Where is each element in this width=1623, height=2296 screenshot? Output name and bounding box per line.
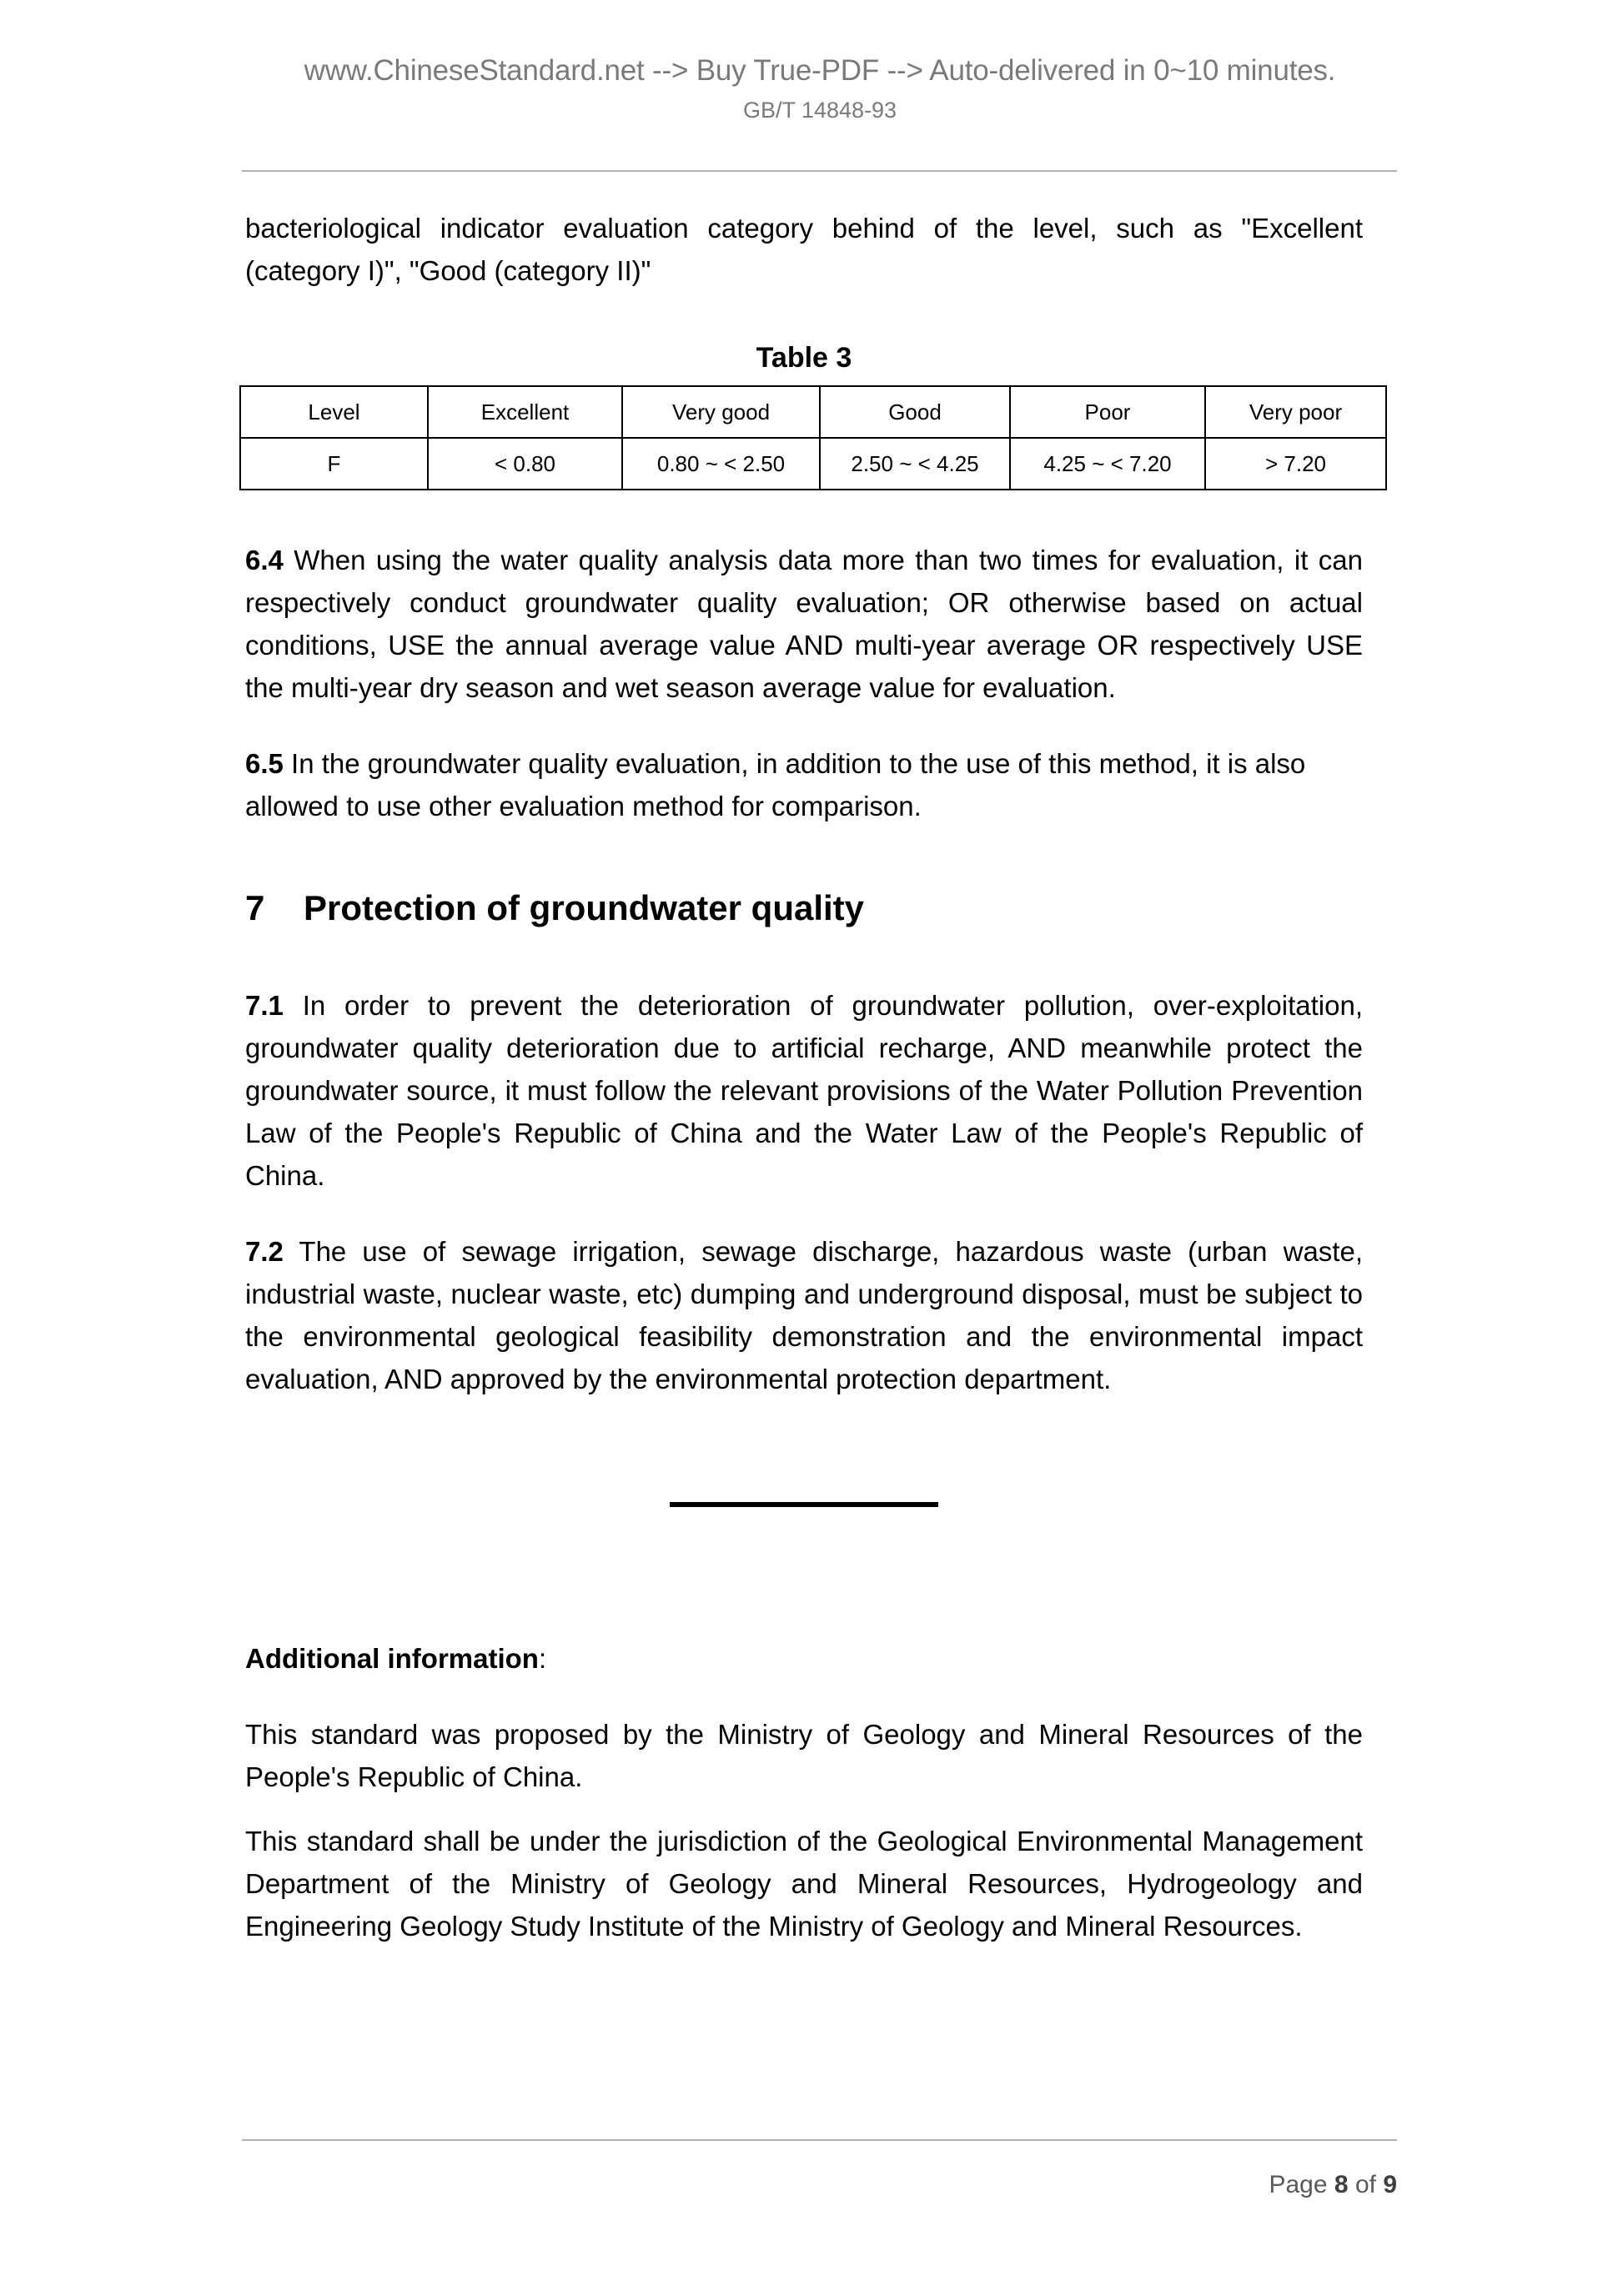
page-footer <box>242 2168 1397 2202</box>
table-cell: < 0.80 <box>428 438 622 490</box>
spacer <box>245 490 1363 539</box>
table-header-cell: Excellent <box>428 386 622 438</box>
clause-number: 6.5 <box>245 748 284 779</box>
table-header-cell: Poor <box>1010 386 1205 438</box>
spacer <box>245 1798 1363 1820</box>
section-title: Protection of groundwater quality <box>304 888 865 927</box>
table-cell: 4.25 ~ < 7.20 <box>1010 438 1205 490</box>
clause-number: 7.1 <box>245 990 284 1021</box>
table-cell: 0.80 ~ < 2.50 <box>622 438 820 490</box>
clause-7-2 <box>245 1230 1363 1400</box>
table-header-row <box>240 386 1386 438</box>
clause-7-1 <box>245 984 1363 1197</box>
page-header <box>242 52 1398 125</box>
additional-information-colon: : <box>538 1643 547 1674</box>
separator-rule <box>670 1502 938 1507</box>
spacer <box>245 827 1363 886</box>
table-cell: 2.50 ~ < 4.25 <box>820 438 1010 490</box>
additional-paragraph-2: This standard shall be under the jurisdiction of the Geological Environmental Management Department of the Ministry of Geology and Mineral Resources, Hydrogeology and Engineering Geology Study Institute of the Ministry of Geology and Mineral Resources. <box>245 1826 1363 1942</box>
clause-text: In order to prevent the deterioration of groundwater pollution, over-exploitation, groundwater quality deterioration due to artificial recharge, AND meanwhile protect the groundwater source, it must follow the relevant provisions of the Water Pollution Prevention Law of the People's Republic of China and the Water Law of the People's Republic of China. <box>245 990 1363 1191</box>
table3 <box>239 385 1387 490</box>
table-row <box>240 438 1386 490</box>
spacer <box>245 709 1363 742</box>
continuation-paragraph: bacteriological indicator evaluation category behind of the level, such as "Excellent (category I)", "Good (category II)" <box>245 213 1363 286</box>
promo-banner: www.ChineseStandard.net --> Buy True-PDF --> Auto-delivered in 0~10 minutes. <box>304 54 1336 87</box>
additional-information-label: Additional information <box>245 1643 539 1674</box>
header-divider <box>242 170 1397 172</box>
table3-caption: Table 3 <box>756 342 852 374</box>
additional-paragraph-1: This standard was proposed by the Ministry of Geology and Mineral Resources of the People's Republic of China. <box>245 1719 1363 1792</box>
spacer <box>245 1680 1363 1713</box>
footer-of-label: of <box>1354 2171 1376 2198</box>
section-number: 7 <box>245 888 265 927</box>
additional-information-heading <box>245 1637 1363 1680</box>
spacer <box>245 1507 1363 1637</box>
clause-6-5 <box>245 742 1363 827</box>
section-heading-7 <box>245 886 1363 931</box>
footer-divider <box>242 2139 1397 2141</box>
table-header-cell: Level <box>240 386 428 438</box>
table-cell: > 7.20 <box>1205 438 1386 490</box>
spacer <box>245 1400 1363 1502</box>
clause-number: 6.4 <box>245 545 284 575</box>
standard-number: GB/T 14848-93 <box>742 98 897 123</box>
page-content <box>245 207 1363 1947</box>
table-header-cell: Very poor <box>1205 386 1386 438</box>
spacer <box>245 292 1363 340</box>
clause-text: When using the water quality analysis data more than two times for evaluation, it can respectively conduct groundwater quality evaluation; OR otherwise based on actual conditions, USE the annual average value AND multi-year average OR respectively USE the multi-year dry season and wet season average value for evaluation. <box>245 545 1363 703</box>
spacer <box>245 1197 1363 1230</box>
table-cell: F <box>240 438 428 490</box>
table-header-cell: Good <box>820 386 1010 438</box>
footer-page-label: Page <box>1269 2171 1328 2198</box>
clause-6-4 <box>245 539 1363 709</box>
spacer <box>245 931 1363 984</box>
clause-number: 7.2 <box>245 1236 284 1267</box>
footer-total-pages: 9 <box>1383 2171 1397 2198</box>
footer-current-page: 8 <box>1334 2171 1349 2198</box>
clause-text: The use of sewage irrigation, sewage discharge, hazardous waste (urban waste, industrial waste, nuclear waste, etc) dumping and underground disposal, must be subject to the environmental geological feasibility demonstration and the environmental impact evaluation, AND approved by the environmental protection department. <box>245 1236 1363 1394</box>
table-header-cell: Very good <box>622 386 820 438</box>
clause-text: In the groundwater quality evaluation, in addition to the use of this method, it is also allowed to use other evaluation method for comparison. <box>245 748 1306 821</box>
